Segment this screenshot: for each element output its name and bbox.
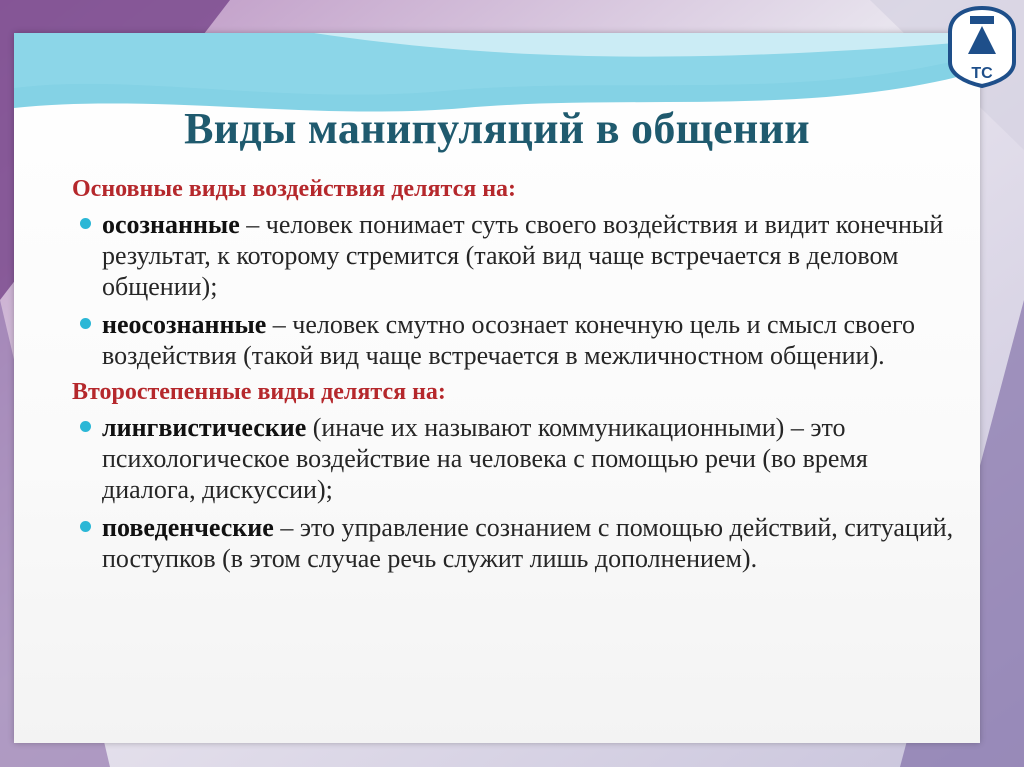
item-term: неосознанные xyxy=(102,310,267,339)
university-logo-icon xyxy=(940,2,1024,88)
item-term: лингвистические xyxy=(102,413,307,442)
section-heading-secondary: Второстепенные виды делятся на: xyxy=(72,379,446,405)
item-term: поведенческие xyxy=(102,513,274,542)
bullet-dot-icon xyxy=(80,521,91,532)
slide-card xyxy=(14,33,980,743)
list-item xyxy=(72,412,962,505)
logo-text: ТС xyxy=(971,65,993,82)
item-text: – человек смутно осознает конечную цель и смысл своего воздействия (такой вид чаще встречается в межличностном общении). xyxy=(102,310,915,370)
item-text: – это управление сознанием с помощью действий, ситуаций, поступков (в этом случае речь служит лишь дополнением). xyxy=(102,513,954,573)
bullet-dot-icon xyxy=(80,421,91,432)
item-text: (иначе их называют коммуникационными) – это психологическое воздействие на человека с помощью речи (во время диалога, дискуссии); xyxy=(102,413,868,504)
slide-title: Виды манипуляций в общении xyxy=(184,104,810,153)
item-text: – человек понимает суть своего воздействия и видит конечный результат, к которому стремится (такой вид чаще встречается в деловом общении); xyxy=(102,210,944,301)
bullet-dot-icon xyxy=(80,218,91,229)
slide-content xyxy=(72,176,962,581)
list-item xyxy=(72,512,962,574)
list-item xyxy=(72,209,962,302)
item-term: осознанные xyxy=(102,210,240,239)
bullet-dot-icon xyxy=(80,318,91,329)
list-item xyxy=(72,309,962,371)
section-heading-primary: Основные виды воздействия делятся на: xyxy=(72,176,517,202)
